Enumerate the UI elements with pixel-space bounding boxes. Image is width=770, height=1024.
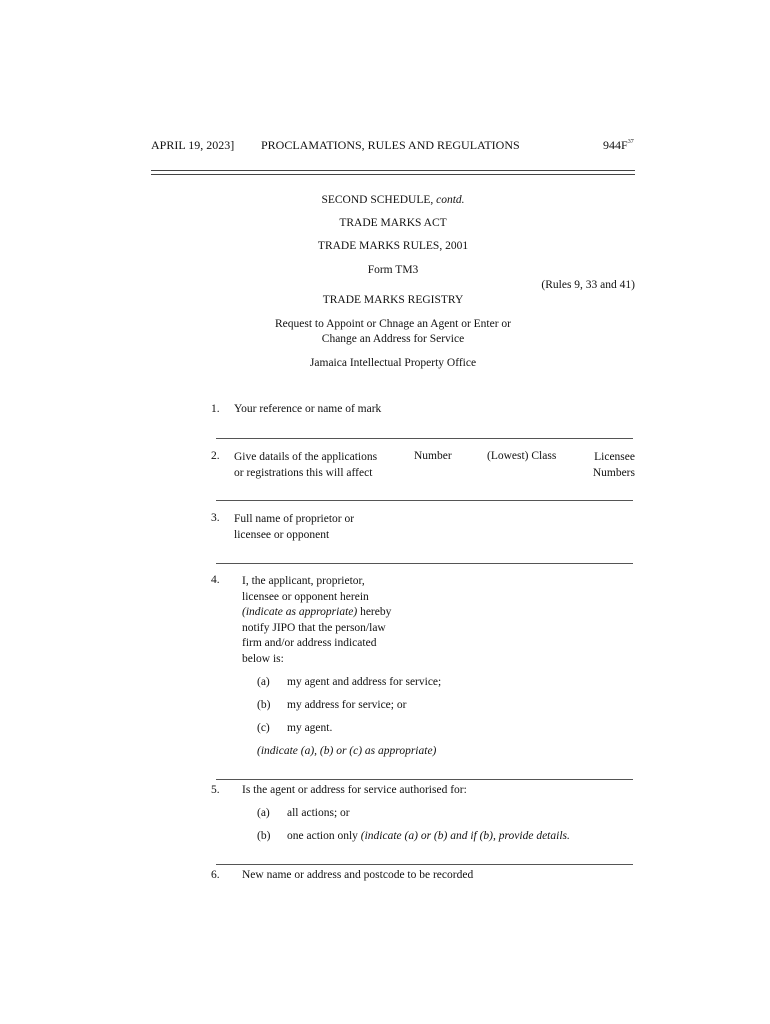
header-title: PROCLAMATIONS, RULES AND REGULATIONS [261, 138, 520, 152]
item-1-answer-line [216, 438, 633, 439]
item-4-option-c-label: (c) [257, 722, 270, 734]
item-4-answer-line [216, 779, 633, 780]
item-4-option-b-text: my address for service; or [287, 699, 407, 711]
item-4-option-a-label: (a) [257, 676, 270, 688]
item-4-option-c-text: my agent. [287, 722, 333, 734]
item-2-col-class: (Lowest) Class [487, 450, 557, 462]
header-date: APRIL 19, 2023] [151, 138, 235, 152]
item-1-number: 1. [211, 403, 220, 415]
request-title-line1: Request to Appoint or Chnage an Agent or Enter or [274, 318, 512, 330]
rules-title: TRADE MARKS RULES, 2001 [317, 240, 469, 252]
header-rule-bottom [151, 174, 635, 175]
item-5-option-b-text: one action only (indicate (a) or (b) and if (b), provide details. [287, 830, 570, 842]
item-5-option-b-label: (b) [257, 830, 271, 842]
item-2-number: 2. [211, 450, 220, 462]
office-name: Jamaica Intellectual Property Office [309, 357, 477, 369]
item-6-number: 6. [211, 869, 220, 881]
item-3-answer-line [216, 563, 633, 564]
header-rule-top [151, 170, 635, 171]
item-5-label: Is the agent or address for service authorised for: [242, 784, 467, 796]
item-5-option-a-text: all actions; or [287, 807, 350, 819]
act-title: TRADE MARKS ACT [339, 217, 447, 229]
item-2-col-number: Number [414, 450, 452, 462]
item-4-note: (indicate (a), (b) or (c) as appropriate) [257, 745, 437, 757]
item-4-number: 4. [211, 574, 220, 586]
form-title: Form TM3 [367, 264, 419, 276]
header-page-number: $944F^{37}$ [603, 138, 634, 152]
item-6-label: New name or address and postcode to be recorded [242, 869, 474, 881]
schedule-heading: SECOND SCHEDULE, contd. [321, 194, 465, 206]
item-4-option-b-label: (b) [257, 699, 271, 711]
item-5-option-a-label: (a) [257, 807, 270, 819]
rules-reference: (Rules 9, 33 and 41) [541, 279, 635, 291]
registry-title: TRADE MARKS REGISTRY [322, 294, 464, 306]
item-1-label: Your reference or name of mark [234, 403, 382, 415]
item-3-number: 3. [211, 512, 220, 524]
item-2-answer-line [216, 500, 633, 501]
item-3-label: Full name of proprietor or licensee or opponent [234, 513, 355, 541]
item-2-col-licensee: Licensee Numbers [592, 451, 635, 479]
item-5-answer-line [216, 864, 633, 865]
item-4-label: I, the applicant, proprietor, licensee or opponent herein (indicate as appropriate) hereby notify JIPO that the person/law firm and/or address indicated below is: [242, 575, 392, 665]
item-4-option-a-text: my agent and address for service; [287, 676, 442, 688]
item-5-number: 5. [211, 784, 220, 796]
request-title-line2: Change an Address for Service [321, 333, 465, 345]
item-2-label: Give datails of the applications or registrations this will affect [234, 451, 378, 479]
